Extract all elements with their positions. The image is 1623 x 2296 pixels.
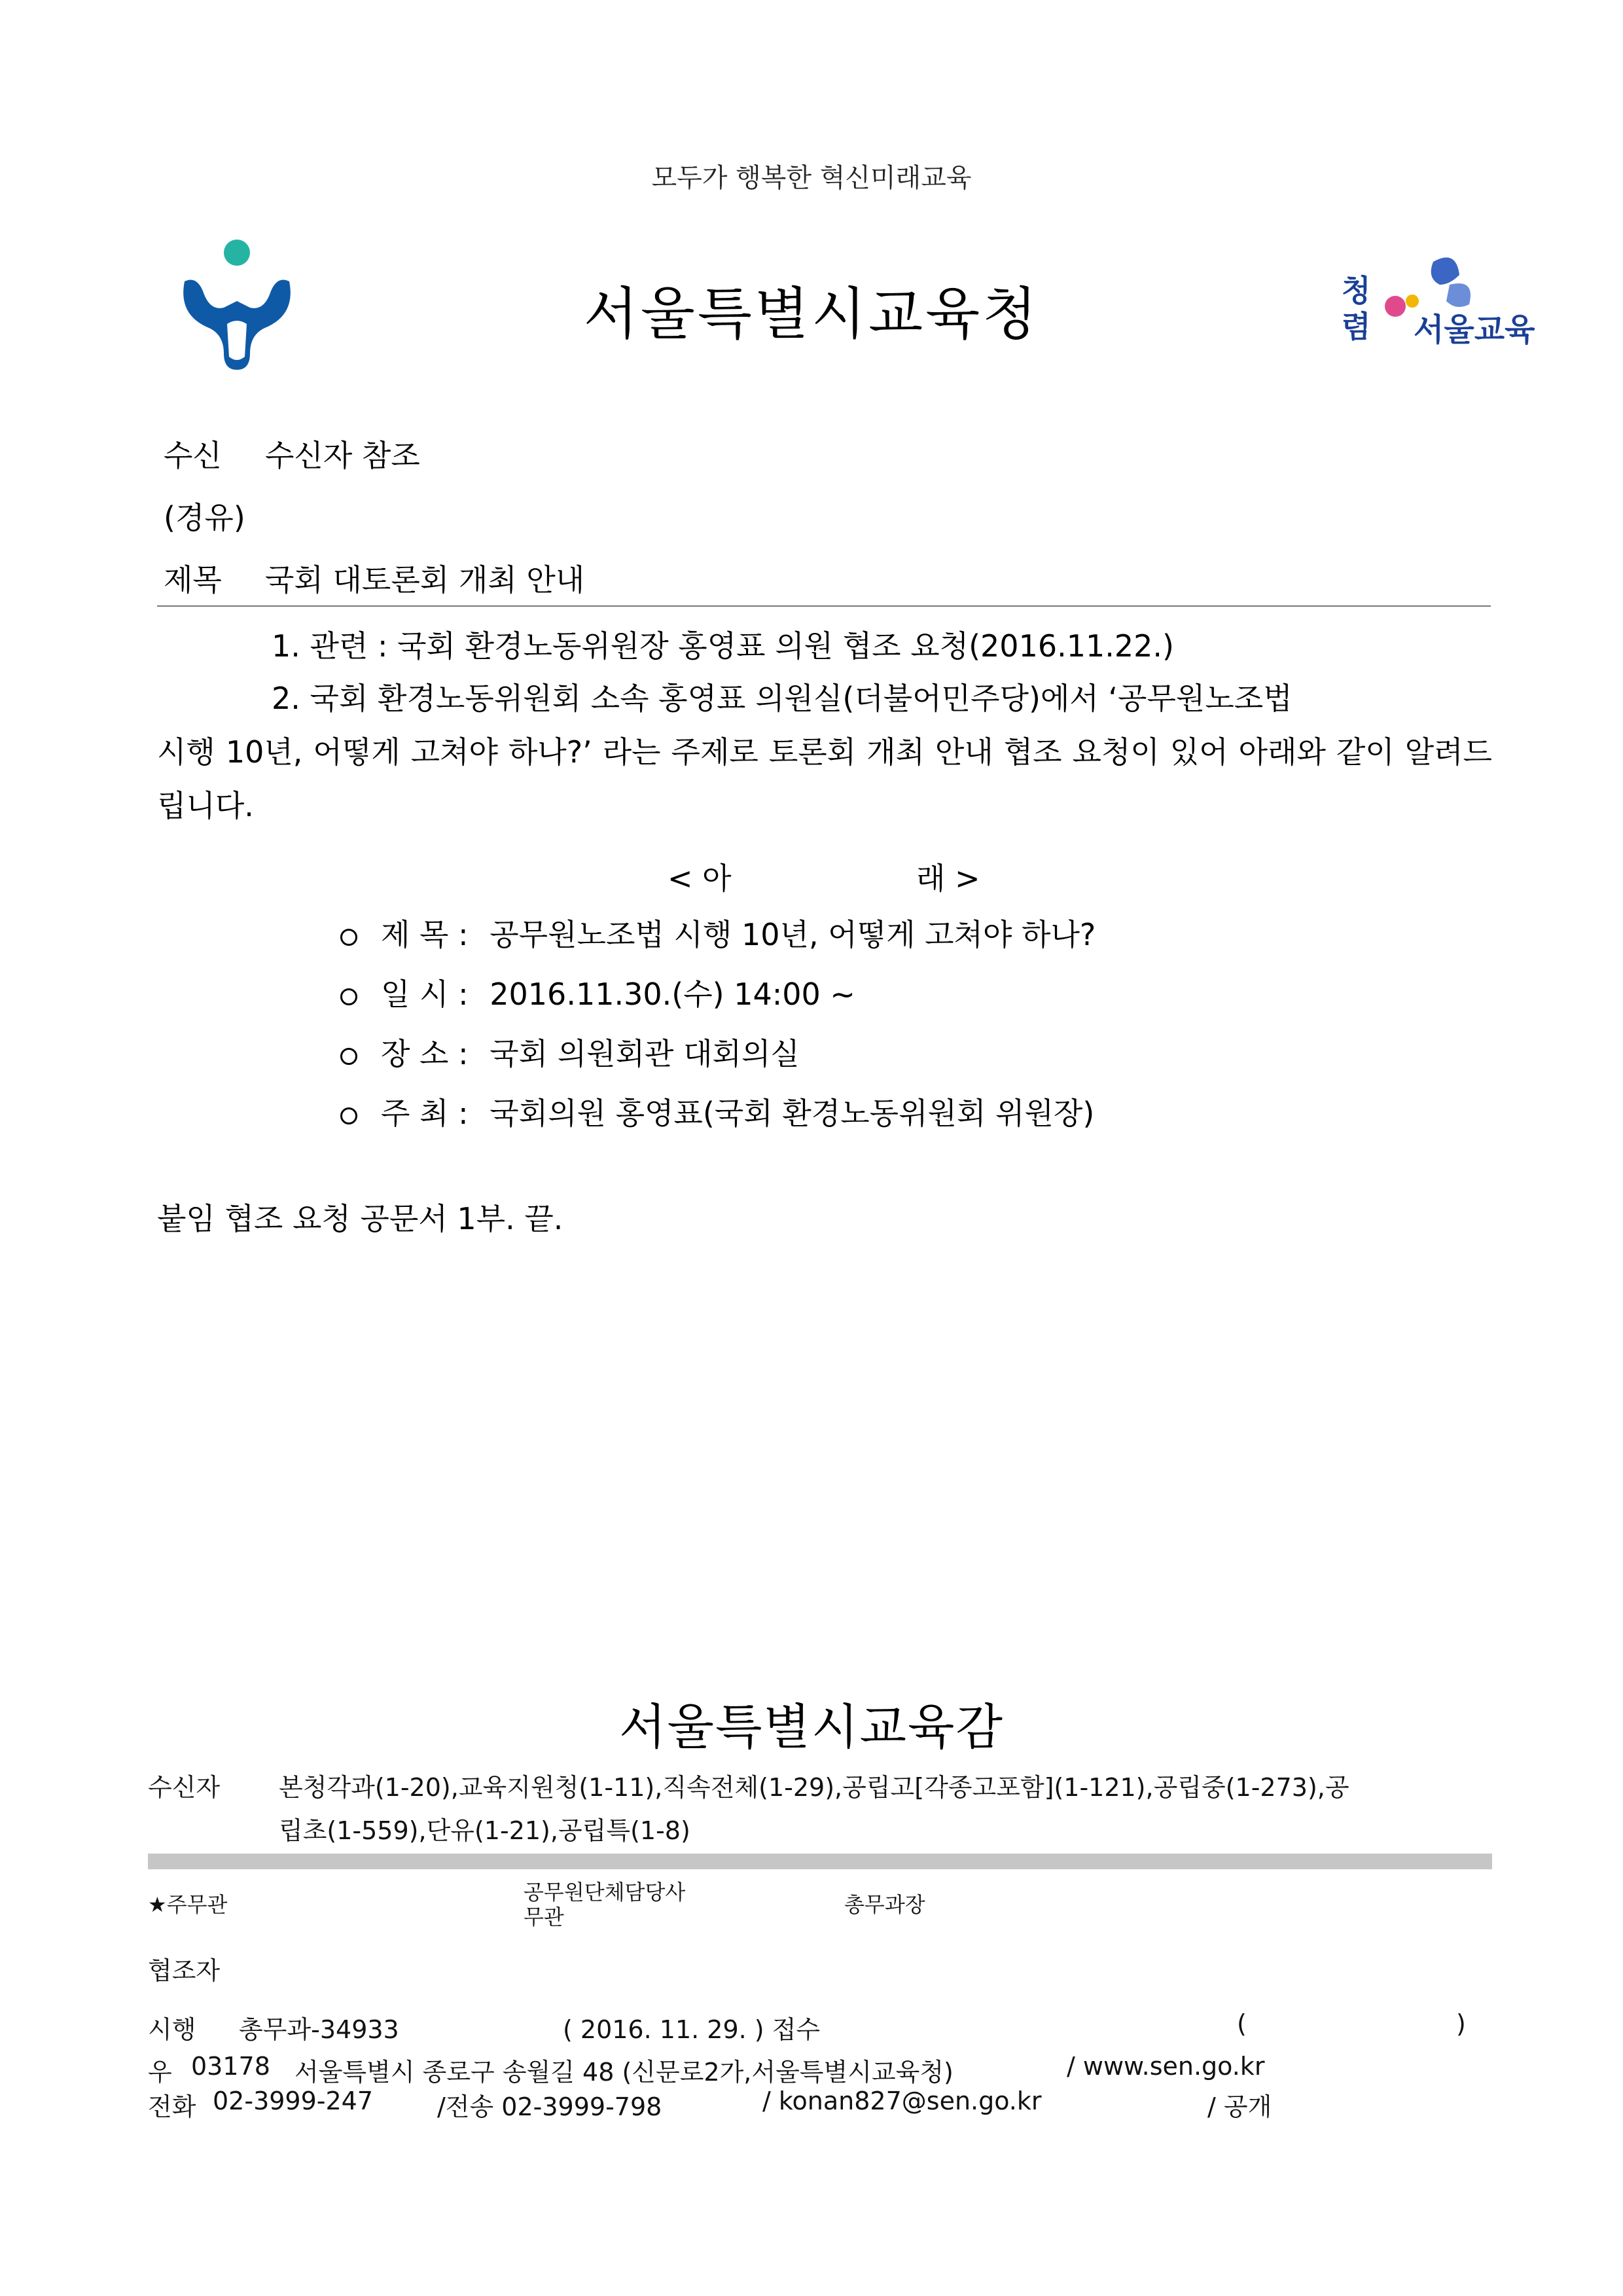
circle-bullet-icon xyxy=(340,1048,357,1065)
slogan: 모두가 행복한 혁신미래교육 xyxy=(651,163,972,193)
circle-bullet-icon xyxy=(340,988,357,1005)
integrity-logo xyxy=(1335,249,1535,360)
disclosure-status: / 공개 xyxy=(1207,2092,1272,2121)
item-label: 주 최 : xyxy=(381,1096,469,1131)
para-main-rest: 시행 10년, 어떻게 고쳐야 하나?’ 라는 주제로 토론회 개최 안내 협조 요청이 있어 아래와 같이 알려드립니다. xyxy=(157,734,1492,823)
cooperator-label: 협조자 xyxy=(148,1956,221,1985)
recipients-label: 수신자 xyxy=(148,1773,221,1802)
received-date: ( 2016. 11. 29. ) 접수 xyxy=(563,2015,821,2044)
item-value: 공무원노조법 시행 10년, 어떻게 고쳐야 하나? xyxy=(490,917,1096,952)
recipients-line1: 본청각과(1-20),교육지원청(1-11),직속전체(1-29),공립고[각종고포함](1-121),공립중(1-273),공 xyxy=(279,1773,1349,1802)
received-paren-open: ( xyxy=(1237,2009,1247,2038)
below-heading-left: < 아 xyxy=(668,861,732,896)
enforcement-number: 총무과-34933 xyxy=(239,2015,399,2044)
para-main-line1: 2. 국회 환경노동위원회 소속 홍영표 의원실(더불어민주당)에서 ‘공무원노조법 xyxy=(272,681,1293,716)
phone-label: 전화 xyxy=(148,2092,196,2121)
item-value: 2016.11.30.(수) 14:00 ~ xyxy=(490,977,855,1012)
website-link[interactable]: / www.sen.go.kr xyxy=(1067,2052,1265,2081)
svg-text:청: 청 xyxy=(1342,273,1371,308)
received-paren-close: ) xyxy=(1456,2009,1466,2038)
approver-director: 총무과장 xyxy=(844,1892,925,1917)
recipients-line2: 립초(1-559),단유(1-21),공립특(1-8) xyxy=(279,1816,690,1845)
postal-code: 03178 xyxy=(191,2052,270,2081)
signer: 서울특별시교육감 xyxy=(619,1699,1004,1755)
circle-bullet-icon xyxy=(340,1107,357,1124)
subject-label: 제목 xyxy=(164,562,222,598)
approver-union-officer-line1: 공무원단체담당사 xyxy=(524,1880,686,1905)
address: 서울특별시 종로구 송월길 48 (신문로2가,서울특별시교육청) xyxy=(294,2058,954,2087)
recipient-value: 수신자 참조 xyxy=(265,438,420,473)
detail-item-place xyxy=(340,1030,800,1073)
phone-number: 02-3999-247 xyxy=(213,2087,374,2115)
enforcement-label: 시행 xyxy=(148,2015,196,2044)
circle-bullet-icon xyxy=(340,929,357,946)
header-divider xyxy=(157,605,1491,607)
item-label: 장 소 : xyxy=(381,1036,469,1071)
item-value: 국회의원 홍영표(국회 환경노동위원회 위원장) xyxy=(490,1096,1095,1131)
subject-value: 국회 대토론회 개최 안내 xyxy=(265,562,585,598)
item-label: 제 목 : xyxy=(381,917,469,952)
svg-text:렴: 렴 xyxy=(1342,309,1371,344)
approver-officer: ★주무관 xyxy=(148,1892,228,1917)
via-label: (경유) xyxy=(164,500,245,535)
footer-divider xyxy=(148,1854,1492,1869)
attachment-line: 붙임 협조 요청 공문서 1부. 끝. xyxy=(157,1201,563,1236)
detail-item-title xyxy=(340,911,1096,954)
approver-union-officer-line2: 무관 xyxy=(524,1905,564,1929)
para-related: 1. 관련 : 국회 환경노동위원장 홍영표 의원 협조 요청(2016.11.22.) xyxy=(272,628,1174,664)
below-heading-right: 래 > xyxy=(916,861,980,896)
item-label: 일 시 : xyxy=(381,977,469,1012)
document-title: 서울특별시교육청 xyxy=(583,281,1040,347)
fax-number: /전송 02-3999-798 xyxy=(437,2092,662,2121)
email-link[interactable]: / konan827@sen.go.kr xyxy=(762,2087,1042,2115)
postal-label: 우 xyxy=(148,2058,172,2087)
detail-item-host xyxy=(340,1090,1094,1133)
recipient-label: 수신 xyxy=(164,438,222,473)
item-value: 국회 의원회관 대회의실 xyxy=(490,1036,800,1071)
detail-item-datetime xyxy=(340,971,855,1014)
svg-text:서울교육: 서울교육 xyxy=(1414,312,1535,348)
